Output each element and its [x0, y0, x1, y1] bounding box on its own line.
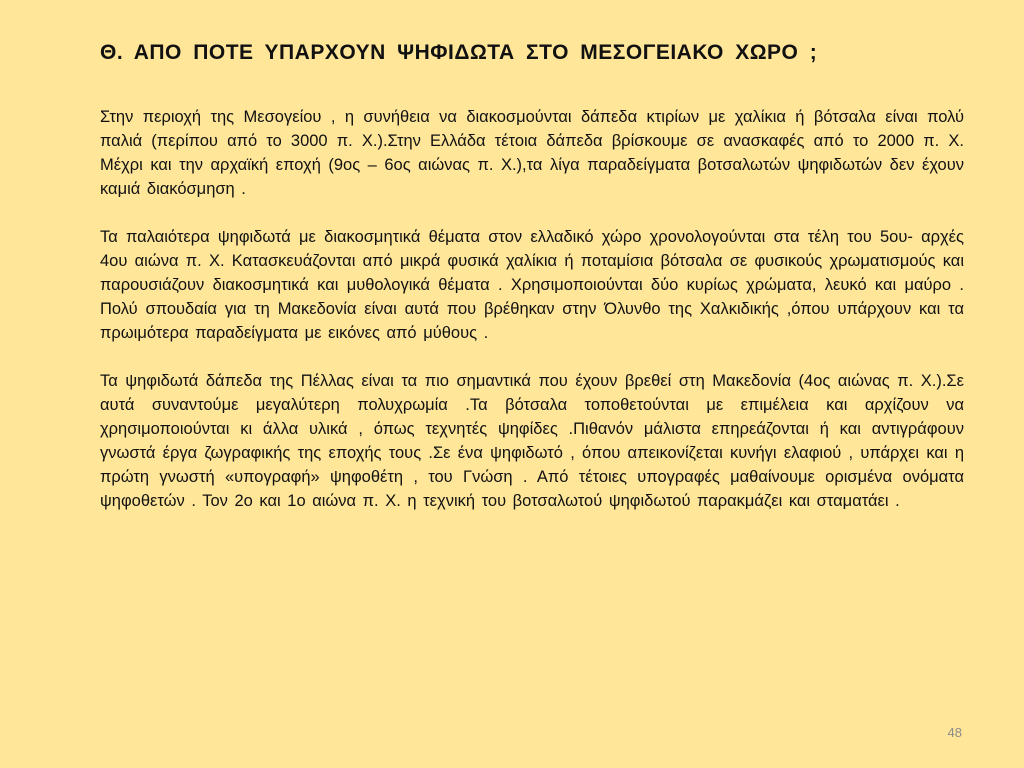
- slide-body: [100, 105, 964, 537]
- paragraph-2: Τα παλαιότερα ψηφιδωτά με διακοσμητικά θέματα στον ελλαδικό χώρο χρονολογούνται στα τέλη του 5ου- αρχές 4ου αιώνα π. Χ. Κατασκευάζονται από μικρά φυσικά χαλίκια ή ποταμίσια βότσαλα σε φυσικούς χρωματισμούς και παρουσιάζουν διακοσμητικά και μυθολογικά θέματα . Χρησιμοποιούνται δύο κυρίως χρώματα, λευκό και μαύρο . Πολύ σπουδαία για τη Μακεδονία είναι αυτά που βρέθηκαν στην Όλυνθο της Χαλκιδικής ,όπου υπάρχουν και τα πρωιμότερα παραδείγματα με εικόνες από μύθους .: [100, 228, 964, 342]
- slide-title: Θ. ΑΠΟ ΠΟΤΕ ΥΠΑΡΧΟΥΝ ΨΗΦΙΔΩΤΑ ΣΤΟ ΜΕΣΟΓΕΙΑΚΟ ΧΩΡΟ ;: [100, 41, 818, 64]
- paragraph-1: Στην περιοχή της Μεσογείου , η συνήθεια να διακοσμούνται δάπεδα κτιρίων με χαλίκια ή βότσαλα είναι πολύ παλιά (περίπου από το 3000 π. Χ.).Στην Ελλάδα τέτοια δάπεδα βρίσκουμε σε ανασκαφές από το 2000 π. Χ. Μέχρι και την αρχαϊκή εποχή (9ος – 6ος αιώνας π. Χ.),τα λίγα παραδείγματα βοτσαλωτών ψηφιδωτών δεν έχουν καμιά διακόσμηση .: [100, 108, 964, 198]
- page-number: 48: [947, 725, 962, 740]
- paragraph-3: Τα ψηφιδωτά δάπεδα της Πέλλας είναι τα πιο σημαντικά που έχουν βρεθεί στη Μακεδονία (4ος αιώνας π. Χ.).Σε αυτά συναντούμε μεγαλύτερη πολυχρωμία .Τα βότσαλα τοποθετούνται με επιμέλεια και αρχίζουν να χρησιμοποιούνται κι άλλα υλικά , όπως τεχνητές ψηφίδες .Πιθανόν μάλιστα επηρεάζονται ή και αντιγράφουν γνωστά έργα ζωγραφικής της εποχής τους .Σε ένα ψηφιδωτό , όπου απεικονίζεται κυνήγι ελαφιού , υπάρχει και η πρώτη γνωστή «υπογραφή» ψηφοθέτη , του Γνώση . Από τέτοιες υπογραφές μαθαίνουμε ορισμένα ονόματα ψηφοθετών . Τον 2ο και 1ο αιώνα π. Χ. η τεχνική του βοτσαλωτού ψηφιδωτού παρακμάζει και σταματάει .: [100, 372, 964, 510]
